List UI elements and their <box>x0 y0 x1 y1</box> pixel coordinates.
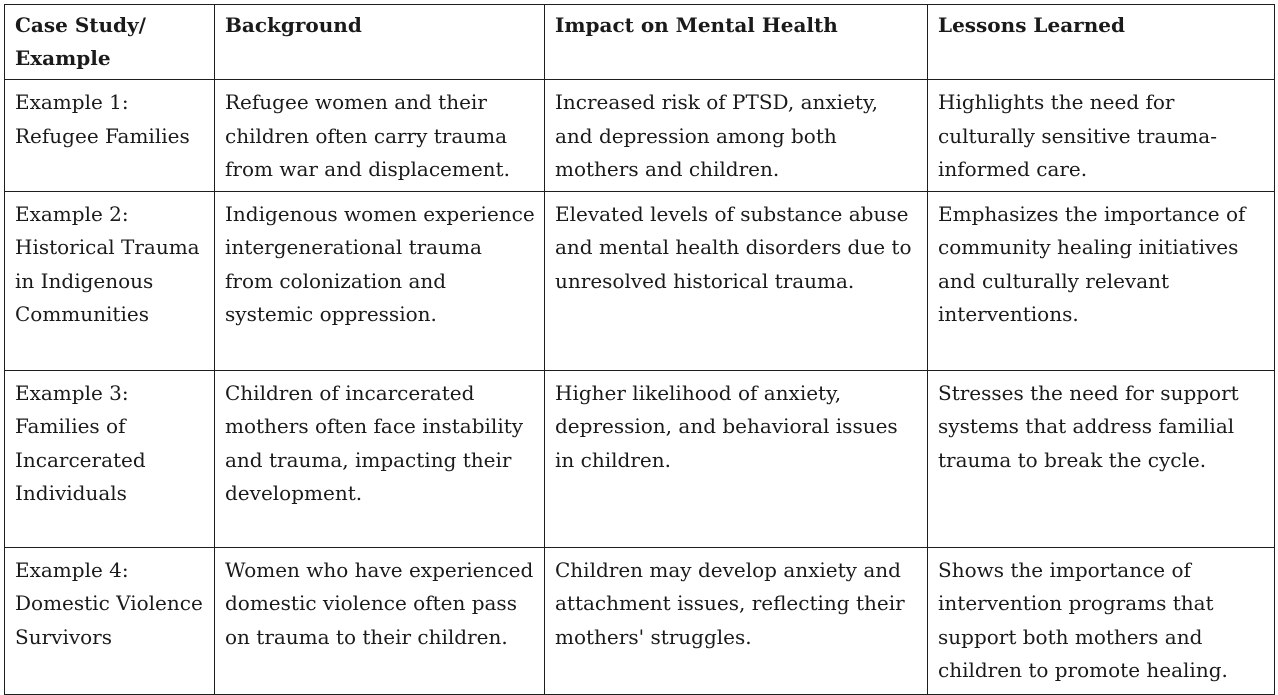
cell-case-study: Example 3: Families of Incarcerated Individuals <box>5 370 215 547</box>
cell-impact: Elevated levels of substance abuse and mental health disorders due to unresolved historical trauma. <box>545 191 928 370</box>
table-row <box>5 547 1275 694</box>
document-page <box>4 4 1274 695</box>
header-impact: Impact on Mental Health <box>545 5 928 80</box>
cell-background: Women who have experienced domestic violence often pass on trauma to their children. <box>215 547 545 694</box>
cell-background: Children of incarcerated mothers often face instability and trauma, impacting their development. <box>215 370 545 547</box>
header-case-study: Case Study/ Example <box>5 5 215 80</box>
cell-impact: Children may develop anxiety and attachment issues, reflecting their mothers' struggles. <box>545 547 928 694</box>
cell-lessons: Stresses the need for support systems that address familial trauma to break the cycle. <box>928 370 1275 547</box>
cell-lessons: Highlights the need for culturally sensitive trauma-informed care. <box>928 80 1275 192</box>
cell-case-study: Example 1: Refugee Families <box>5 80 215 192</box>
table-row <box>5 370 1275 547</box>
cell-lessons: Emphasizes the importance of community healing initiatives and culturally relevant interventions. <box>928 191 1275 370</box>
cell-case-study: Example 2: Historical Trauma in Indigenous Communities <box>5 191 215 370</box>
table-row <box>5 80 1275 192</box>
cell-case-study: Example 4: Domestic Violence Survivors <box>5 547 215 694</box>
cell-background: Refugee women and their children often carry trauma from war and displacement. <box>215 80 545 192</box>
header-lessons: Lessons Learned <box>928 5 1275 80</box>
case-study-table <box>4 4 1275 695</box>
cell-background: Indigenous women experience intergenerational trauma from colonization and systemic oppression. <box>215 191 545 370</box>
table-header-row <box>5 5 1275 80</box>
cell-impact: Increased risk of PTSD, anxiety, and depression among both mothers and children. <box>545 80 928 192</box>
header-background: Background <box>215 5 545 80</box>
cell-impact: Higher likelihood of anxiety, depression, and behavioral issues in children. <box>545 370 928 547</box>
table-row <box>5 191 1275 370</box>
cell-lessons: Shows the importance of intervention programs that support both mothers and children to promote healing. <box>928 547 1275 694</box>
